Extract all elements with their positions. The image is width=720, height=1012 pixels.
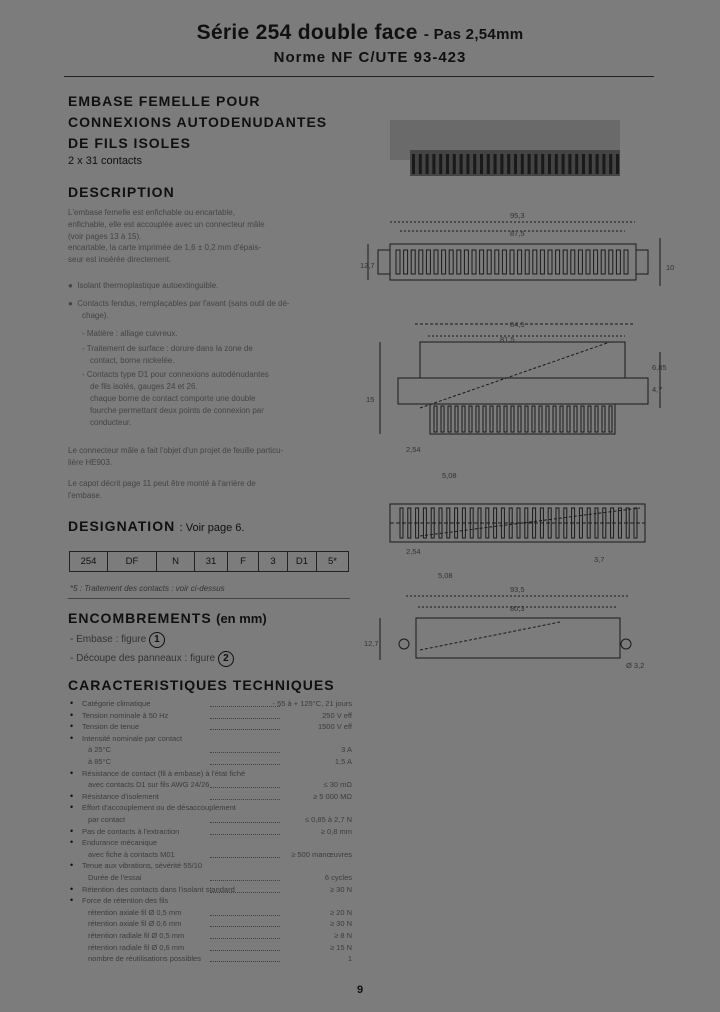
dim-bottom: 5,08 [442,471,457,480]
code-cell: F [228,552,259,571]
designation-footnote: *5 : Traitement des contacts : voir ci-dessus [70,584,225,593]
contact-tooth [571,250,575,274]
code-cell: 254 [70,552,108,571]
contact-tooth [494,154,497,174]
spec-label: à 25°C [88,745,112,755]
contact-tooth [540,250,544,274]
figure-side-view [380,324,663,434]
encombrements-unit: (en mm) [216,611,267,626]
spec-row [70,779,352,791]
encombrements-list [70,630,234,668]
spec-row [70,837,352,849]
spec-row [70,918,352,930]
bullet-dot: • [70,698,74,708]
para-line: l'embase. [68,490,102,500]
spec-row [70,710,352,722]
contact-tooth [578,250,582,274]
para-line: Le capot décrit page 11 peut être monté à l'arrière de [68,479,256,488]
contact-tooth [419,250,423,274]
spec-value: ≤ 0,85 à 2,7 N [304,815,352,824]
contact-tooth [487,250,491,274]
leader-dots [210,718,280,719]
contact-tooth [582,154,585,174]
contact-tooth [555,154,558,174]
product-title-line-2: CONNEXIONS AUTODENUDANTES [68,114,328,130]
contact-tooth [563,250,567,274]
contact-tooth [507,154,510,174]
spec-label: nombre de réutilisations possibles [88,954,201,964]
leader-dots [210,822,280,823]
contact-tooth [556,508,559,538]
contact-tooth [441,406,444,432]
contact-tooth [589,154,592,174]
spec-label: Endurance mécanique [82,838,158,848]
contact-tooth [521,154,524,174]
contact-tooth [609,250,613,274]
para-line: lière HE903. [68,457,113,467]
bullet-dot: • [70,825,74,836]
contact-tooth [462,406,465,432]
spec-label: Tension de tenue [82,722,140,732]
intro-line: (voir pages 13 à 15). [68,231,142,241]
norm-reference: Norme NF C/UTE 93-423 [273,49,467,66]
spec-label: Durée de l'essai [88,873,142,882]
bullet-dot: • [70,895,74,906]
encombrement-label: - Découpe des panneaux : figure [70,653,216,664]
bullet-dot: • [70,767,74,778]
leader-dots [210,961,280,962]
dim-top: 84,5 [510,320,525,329]
description-intro [68,207,348,266]
contact-tooth [447,508,450,538]
contact-tooth [426,250,430,274]
spec-value: 6 cycles [324,873,352,882]
contact-tooth [567,406,570,432]
spec-label: avec contacts D1 sur fils AWG 24/26 [88,780,210,790]
spec-label: Résistance de contact (fil à embase) à l'état fiché [82,768,246,778]
page-number: 9 [356,984,364,996]
leader-dots [210,926,280,927]
sub-item: fourche permettant deux points de connexion par [90,405,264,415]
contact-tooth [588,406,591,432]
title-main: Série 254 double face [196,21,418,44]
dim-side: 10 [666,263,675,272]
bullet-dot: • [70,790,74,801]
contact-tooth [510,250,514,274]
contact-tooth [514,154,517,174]
sub-item: - Traitement de surface : dorure dans la zone de [82,343,253,353]
contact-tooth [457,250,461,274]
spec-value: ≥ 30 N [329,919,352,929]
spec-row [70,907,352,919]
spec-label: par contact [88,815,126,824]
bullet-contacts [68,298,353,322]
spec-value: 1500 V eff [317,722,352,732]
contact-tooth [541,154,544,174]
encombrement-label: - Embase : figure [70,634,147,645]
spec-row [70,884,352,896]
technical-drawings [360,90,690,690]
contact-tooth [483,406,486,432]
leader-dots [210,938,280,939]
spec-row [70,744,352,756]
spec-row [70,860,352,872]
spec-label: Tension nominale à 50 Hz [82,710,169,720]
dim-a: 6,85 [652,363,667,372]
spec-value: 250 V eff [322,710,352,720]
contact-tooth [497,406,500,432]
contact-tooth [575,154,578,174]
bullet-dot: • [70,721,74,732]
leader-dots [210,799,280,800]
leader-dots [210,950,280,951]
contact-tooth [533,250,537,274]
bullet-dot: • [70,802,74,813]
contact-tooth [396,250,400,274]
contact-tooth [634,508,637,538]
bullet-text: Isolant thermoplastique autoextinguible. [77,281,219,290]
leader-dots [210,857,280,858]
contact-tooth [539,406,542,432]
spec-label: rétention radiale fil Ø 0,6 mm [88,942,185,952]
bullet-text: Contacts fendus, remplaçables par l'avant (sans outil de dé- [77,299,290,308]
dim-cut-right: 3,7 [594,555,605,564]
contact-tooth [419,154,422,174]
spec-label: Intensité nominale par contact [82,733,183,743]
leader-dots [210,787,280,788]
dim-left: 15 [366,395,375,404]
contact-tooth [446,154,449,174]
spec-row [70,733,352,745]
dim-fig2-height: 12,7 [364,639,379,648]
product-title-line-3: DE FILS ISOLES [68,135,191,151]
contact-tooth [495,250,499,274]
figure-panel-cutout [380,596,631,660]
bullet-dot: ● [68,281,78,290]
spec-row [70,802,352,814]
spec-row [70,721,352,733]
contact-tooth [556,250,560,274]
leader-dots [210,915,280,916]
contact-tooth [404,250,408,274]
spec-row [70,953,352,965]
contact-tooth [525,406,528,432]
sub-item: - Matière : alliage cuivreux. [82,329,178,338]
bullet-dot: • [70,837,74,848]
contact-tooth [423,508,426,538]
spec-value: ≥ 8 N [334,931,352,940]
caracteristiques-heading: CARACTERISTIQUES TECHNIQUES [68,677,335,693]
contact-tooth [534,154,537,174]
contact-tooth [518,250,522,274]
spec-value: ≥ 5 000 MΩ [313,791,352,801]
spec-row [70,930,352,942]
contact-tooth [586,250,590,274]
page-title [0,21,720,45]
contact-tooth [596,154,599,174]
connector-photo [390,120,620,176]
spec-label: à 85°C [88,757,112,766]
figure-number: 2 [218,651,234,667]
contact-tooth [525,250,529,274]
leader-dots [210,892,280,893]
leader-dots [210,706,280,707]
spec-label: Rétention des contacts dans l'isolant standard [82,884,235,894]
contact-tooth [581,406,584,432]
bullet-dot: • [70,732,74,743]
spec-row [70,768,352,780]
contact-tooth [553,406,556,432]
spec-row [70,791,352,803]
code-cell: D1 [288,552,317,571]
encombrements-title: ENCOMBREMENTS [68,610,212,626]
spec-label: Force de rétention des fils [82,896,169,906]
dim-inner: 81,5 [500,335,515,344]
para-line: Le connecteur mâle a fait l'objet d'un projet de feuille particu- [68,446,284,455]
contact-tooth [466,154,469,174]
bullet-dot: ● [68,299,78,308]
spec-row [70,814,352,826]
contact-tooth [518,406,521,432]
sub-item: contact, borne nickelée. [90,355,175,365]
contact-tooth [602,154,605,174]
designation-heading [68,518,244,536]
dim-fig2-total: 93,5 [510,585,525,594]
contact-tooth [579,508,582,538]
spec-value: - 55 à + 125°C, 21 jours [272,699,352,708]
code-cell: DF [108,552,157,571]
contact-tooth [448,406,451,432]
spec-label: rétention axiale fil Ø 0,5 mm [88,907,182,917]
contact-tooth [548,250,552,274]
contact-tooth [624,250,628,274]
spec-value: ≥ 0,8 mm [320,826,352,836]
contact-tooth [473,154,476,174]
spec-row [70,756,352,768]
intro-line: seur est insérée directement. [68,255,172,265]
contact-tooth [602,406,605,432]
leader-dots [210,834,280,835]
contact-tooth [562,154,565,174]
contact-tooth [532,406,535,432]
contact-tooth [616,154,619,174]
header-rule [64,76,654,77]
contact-sub-items [82,328,352,428]
contact-tooth [453,154,456,174]
intro-line: L'embase femelle est enfichable ou encartable, [68,208,235,217]
contact-tooth [501,508,504,538]
dim-fig2-hole: Ø 3,2 [626,661,645,670]
dim-pitch: 2,54 [406,445,421,454]
designation-rule [68,598,350,599]
contact-tooth [478,508,481,538]
contact-tooth [504,406,507,432]
code-cell: 5* [328,556,337,567]
contact-tooth [469,406,472,432]
spec-value: ≤ 30 mΩ [323,780,352,790]
encombrements-heading [68,610,267,628]
contact-tooth [574,406,577,432]
figure-cut-view [390,504,645,542]
contact-tooth [439,154,442,174]
spec-label: Résistance d'isolement [82,791,159,801]
contact-tooth [595,406,598,432]
contact-tooth [464,250,468,274]
description-para-1 [68,445,353,469]
dim-fig2-inner: 80,3 [510,604,525,613]
contact-tooth [460,154,463,174]
bullet-text: chage). [82,310,109,320]
spec-label: Pas de contacts à l'extraction [82,826,180,836]
spec-label: Tenue aux vibrations, sévérité 55/10 [82,861,203,871]
leader-dots [210,752,280,753]
sub-item: de fils isolés, gauges 24 et 26. [90,382,198,392]
spec-label: avec fiche à contacts M01 [88,849,175,859]
spec-row [70,826,352,838]
dim-b: 4,7 [652,385,663,394]
contact-tooth [594,250,598,274]
spec-value: 1,5 A [334,757,352,766]
contact-tooth [432,154,435,174]
contact-tooth [434,250,438,274]
description-heading: DESCRIPTION [68,184,175,200]
contact-tooth [400,508,403,538]
contact-tooth [609,406,612,432]
contact-tooth [476,406,479,432]
encombrement-item [70,649,234,668]
encombrement-item [70,630,234,649]
dim-between: 87,5 [510,229,525,238]
contact-tooth [609,154,612,174]
contact-tooth [511,406,514,432]
contact-tooth [601,250,605,274]
contact-tooth [455,406,458,432]
contact-tooth [480,154,483,174]
product-title [68,91,327,154]
spec-label: rétention axiale fil Ø 0,6 mm [88,919,182,929]
contact-tooth [502,250,506,274]
description-para-2 [68,478,353,502]
contact-tooth [546,406,549,432]
code-cell: N [157,552,195,571]
designation-ref: : Voir page 6. [179,522,245,534]
spec-row [70,849,352,861]
contact-tooth [472,250,476,274]
sub-item: chaque borne de contact comporte une double [90,393,256,403]
leader-dots [210,729,280,730]
designation-code-table [69,551,349,572]
spec-value: ≥ 30 N [329,884,352,894]
spec-value: ≥ 15 N [329,942,352,952]
spec-label: Effort d'accouplement ou de désaccouplement [82,803,236,813]
designation-title: DESIGNATION [68,518,176,534]
code-cell: 31 [195,552,228,571]
dim-total: 95,3 [510,211,525,220]
spec-row [70,872,352,884]
sub-item: conducteur. [90,417,132,427]
contact-tooth [487,154,490,174]
leader-dots [210,764,280,765]
spec-row [70,895,352,907]
bullet-dot: • [70,883,74,894]
spec-row [70,942,352,954]
contact-tooth [560,406,563,432]
spec-label: Catégorie climatique [82,699,151,708]
bullet-dot: • [70,709,74,720]
contact-tooth [568,154,571,174]
contact-tooth [500,154,503,174]
contacts-count: 2 x 31 contacts [68,155,142,167]
spec-value: 3 A [341,745,352,755]
code-cell: 3 [259,552,288,571]
contact-tooth [449,250,453,274]
contact-tooth [411,250,415,274]
spec-value: ≥ 500 manœuvres [291,849,352,859]
dim-height: 12,7 [360,261,375,270]
contact-tooth [528,154,531,174]
spec-row [70,698,352,710]
spec-value: ≥ 20 N [329,907,352,917]
dim-cut-bottom: 5,08 [438,571,453,580]
bullet-dot: • [70,860,74,871]
spec-value: 1 [347,954,352,964]
leader-dots [210,880,280,881]
product-title-line-1: EMBASE FEMELLE POUR [68,93,261,109]
title-pitch: - Pas 2,54mm [423,26,524,43]
intro-line: encartable, la carte imprimée de 1,6 ± 0,2 mm d'épais- [68,243,262,253]
intro-line: enfichable, elle est accouplée avec un connecteur mâle [68,219,265,229]
dim-cut-pitch: 2,54 [406,547,421,556]
contact-tooth [426,154,429,174]
contact-tooth [434,406,437,432]
contact-tooth [412,154,415,174]
contact-tooth [490,406,493,432]
spec-label: rétention radiale fil Ø 0,5 mm [88,931,185,940]
bullet-isolant [68,280,353,292]
contact-tooth [548,154,551,174]
figure-number: 1 [149,632,165,648]
sub-item: - Contacts type D1 pour connexions autodénudantes [82,370,269,380]
contact-tooth [480,250,484,274]
contact-tooth [442,250,446,274]
contact-tooth [616,250,620,274]
